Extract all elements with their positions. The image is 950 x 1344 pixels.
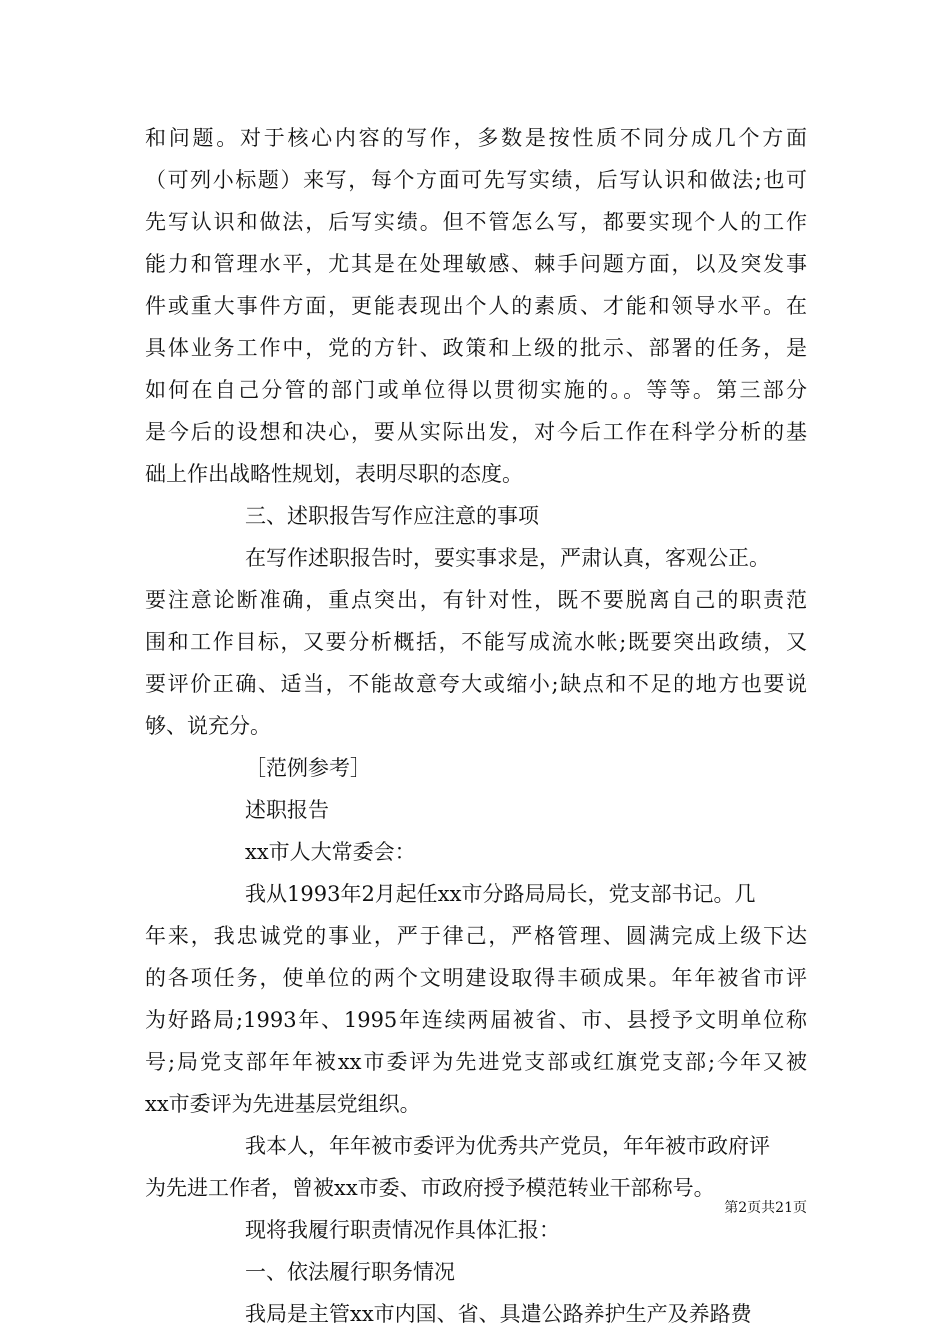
text-line: 为先进工作者，曾被xx市委、市政府授予模范转业干部称号。 — [145, 1176, 715, 1200]
text-line: 具体业务工作中，党的方针、政策和上级的批示、部署的任务，是 — [145, 336, 807, 360]
text-line: 要注意论断准确，重点突出，有针对性，既不要脱离自己的职责范 — [145, 588, 807, 612]
text-line: 件或重大事件方面，更能表现出个人的素质、才能和领导水平。在 — [145, 294, 807, 318]
text-line: 我本人，年年被市委评为优秀共产党员，年年被市政府评 — [245, 1134, 770, 1158]
salutation: xx市人大常委会： — [245, 840, 416, 864]
text-line: 能力和管理水平，尤其是在处理敏感、棘手问题方面，以及突发事 — [145, 252, 807, 276]
text-line: xx市委评为先进基层党组织。 — [145, 1092, 421, 1116]
text-line: 在写作述职报告时，要实事求是，严肃认真，客观公正。 — [245, 546, 770, 570]
text-line: 我局是主管xx市内国、省、具遣公路养护生产及养路费 — [245, 1302, 752, 1326]
text-line: 础上作出战略性规划，表明尽职的态度。 — [145, 462, 523, 486]
text-line: 围和工作目标，又要分析概括，不能写成流水帐;既要突出政绩，又 — [145, 630, 807, 654]
text-line: 号;局党支部年年被xx市委评为先进党支部或红旗党支部;今年又被 — [145, 1050, 807, 1074]
text-line: （可列小标题）来写，每个方面可先写实绩，后写认识和做法;也可 — [145, 168, 807, 192]
text-line: 我从1993年2月起任xx市分路局局长，党支部书记。几 — [245, 882, 756, 906]
document-body — [145, 117, 807, 1335]
text-line: 为好路局;1993年、1995年连续两届被省、市、县授予文明单位称 — [145, 1008, 807, 1032]
text-line: 是今后的设想和决心，要从实际出发，对今后工作在科学分析的基 — [145, 420, 807, 444]
text-line: 年来，我忠诚党的事业，严于律己，严格管理、圆满完成上级下达 — [145, 924, 807, 948]
text-line: 和问题。对于核心内容的写作，多数是按性质不同分成几个方面 — [145, 126, 807, 150]
section-heading: 三、述职报告写作应注意的事项 — [245, 504, 539, 528]
report-title: 述职报告 — [245, 798, 329, 822]
text-line: 如何在自己分管的部门或单位得以贯彻实施的。。等等。第三部分 — [145, 378, 807, 402]
example-label: ［范例参考］ — [245, 756, 371, 780]
text-line: 要评价正确、适当，不能故意夸大或缩小;缺点和不足的地方也要说 — [145, 672, 807, 696]
text-line: 现将我履行职责情况作具体汇报： — [245, 1218, 560, 1242]
text-line: 的各项任务，使单位的两个文明建设取得丰硕成果。年年被省市评 — [145, 966, 807, 990]
text-line: 先写认识和做法，后写实绩。但不管怎么写，都要实现个人的工作 — [145, 210, 807, 234]
page-number: 第2页共21页 — [724, 1200, 807, 1216]
text-line: 够、说充分。 — [145, 714, 271, 738]
section-heading: 一、依法履行职务情况 — [245, 1260, 455, 1284]
